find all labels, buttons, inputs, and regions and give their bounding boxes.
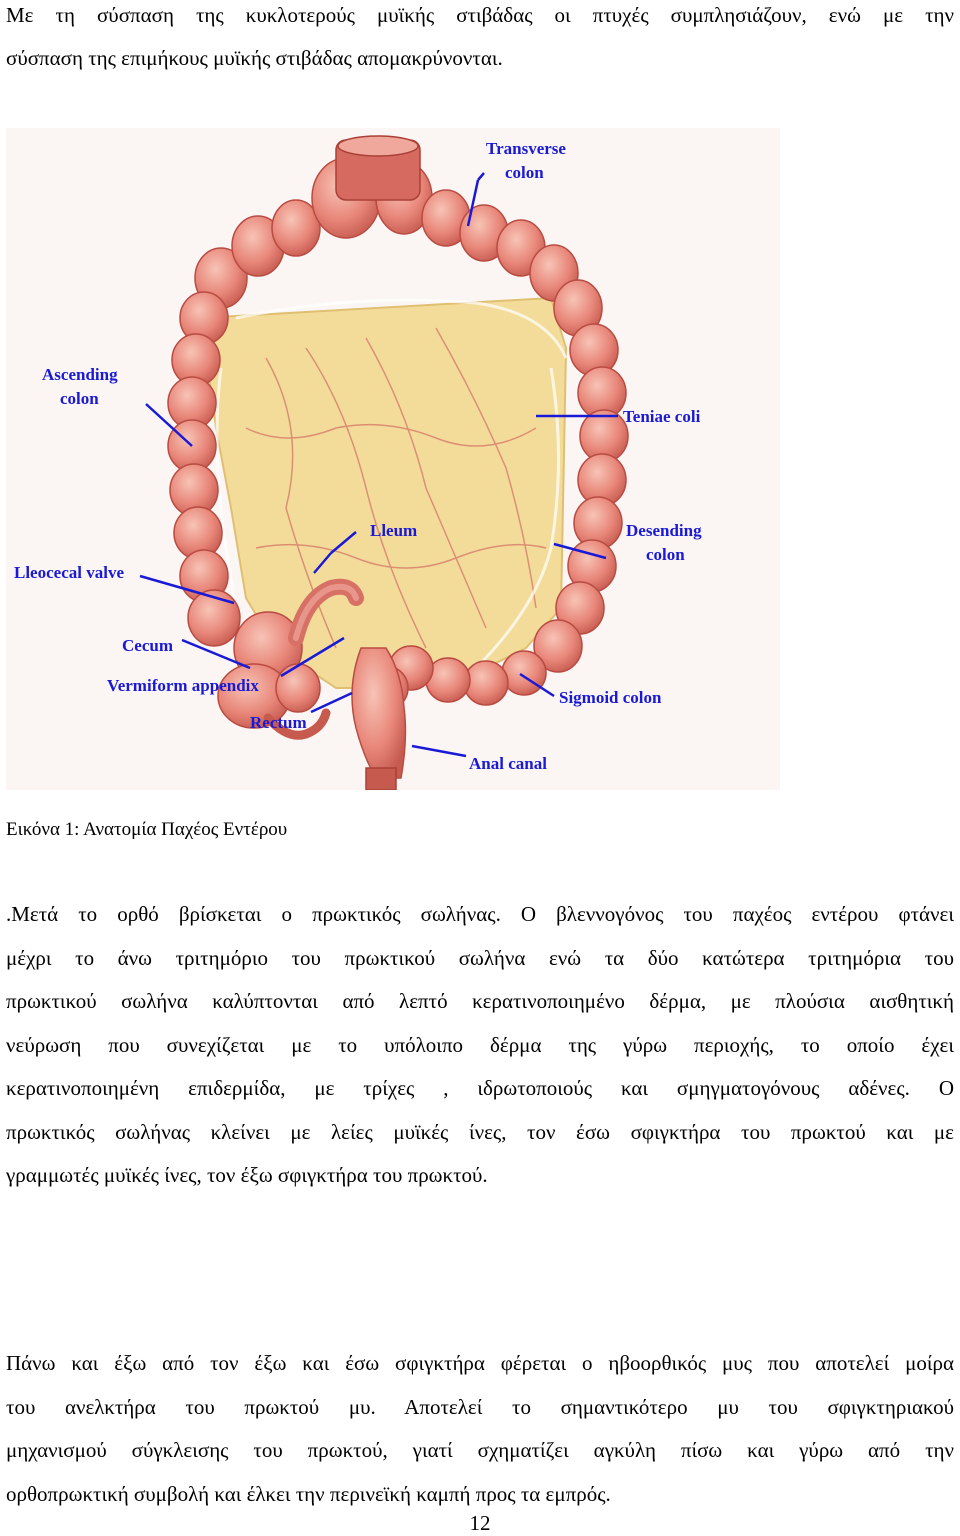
para1-line-5: κερατινοποιημένη επιδερμίδα, με τρίχες , ιδρωτοποιούς και σμηγματογόνους αδένες. Ο: [6, 1076, 954, 1100]
page-number: 12: [469, 1511, 491, 1535]
para1-line-7: γραμμωτές μυϊκές ίνες, τον έξω σφιγκτήρα του πρωκτού.: [6, 1163, 488, 1187]
label-teniae-coli: Teniae coli: [623, 407, 701, 426]
label-ileum: Lleum: [370, 521, 418, 540]
intro-line-1: Με τη σύσπαση της κυκλοτερούς μυϊκής στιβάδας οι πτυχές συμπλησιάζουν, ενώ με την: [6, 3, 954, 27]
label-cecum: Cecum: [122, 636, 173, 655]
para1-line-4: νεύρωση που συνεχίζεται με το υπόλοιπο δέρμα της γύρω περιοχής, το οποίο έχει: [6, 1033, 954, 1057]
para2-line-4: ορθοπρωκτική συμβολή και έλκει την περινεϊκή καμπή προς τα εμπρός.: [6, 1482, 611, 1506]
label-descending-colon-2: colon: [646, 545, 685, 564]
label-anal-canal: Anal canal: [469, 754, 547, 773]
label-ileocecal-valve: Lleocecal valve: [14, 563, 124, 582]
para2-line-3: μηχανισμού σύγκλεισης του πρωκτού, γιατί σχηματίζει αγκύλη πίσω και γύρω από την: [6, 1438, 954, 1462]
caption-text: Ανατομία Παχέος Εντέρου: [79, 819, 288, 840]
label-descending-colon-1: Desending: [626, 521, 702, 540]
label-sigmoid-colon: Sigmoid colon: [559, 688, 662, 707]
anal-canal: [366, 768, 396, 790]
para1-line-3: πρωκτικού σωλήνα καλύπτονται από λεπτό κερατινοποιημένο δέρμα, με πλούσια αισθητική: [6, 989, 954, 1013]
para1-line-2: μέχρι το άνω τριτημόριο του πρωκτικού σωλήνα ενώ τα δύο κατώτερα τριτημόρια του: [6, 946, 954, 970]
transverse-cut-end: [336, 136, 420, 200]
caption-prefix: Εικόνα 1:: [6, 819, 80, 840]
label-rectum: Rectum: [250, 713, 307, 732]
intro-line-2: σύσπαση της επιμήκους μυϊκής στιβάδας απομακρύνονται.: [6, 46, 503, 70]
label-ascending-colon-2: colon: [60, 389, 99, 408]
para1-line-1: .Μετά το ορθό βρίσκεται ο πρωκτικός σωλήνας. Ο βλεννογόνος του παχέος εντέρου φτάνει: [6, 902, 954, 926]
label-transverse-colon-2: colon: [505, 163, 544, 182]
label-transverse-colon-1: Transverse: [486, 139, 566, 158]
para2-line-2: του ανελκτήρα του πρωκτού μυ. Αποτελεί το σημαντικότερο μυ του σφιγκτηριακού: [6, 1395, 954, 1419]
label-vermiform-appendix: Vermiform appendix: [107, 676, 259, 695]
figure-caption: [6, 818, 287, 842]
para2-line-1: Πάνω και έξω από τον έξω και έσω σφιγκτήρα φέρεται ο ηβοορθικός μυς που αποτελεί μοίρα: [6, 1351, 954, 1375]
para1-line-6: πρωκτικός σωλήνας κλείνει με λείες μυϊκές ίνες, τον έσω σφιγκτήρα του πρωκτού και με: [6, 1120, 954, 1144]
label-ascending-colon-1: Ascending: [42, 365, 118, 384]
large-intestine-figure: [6, 128, 780, 790]
